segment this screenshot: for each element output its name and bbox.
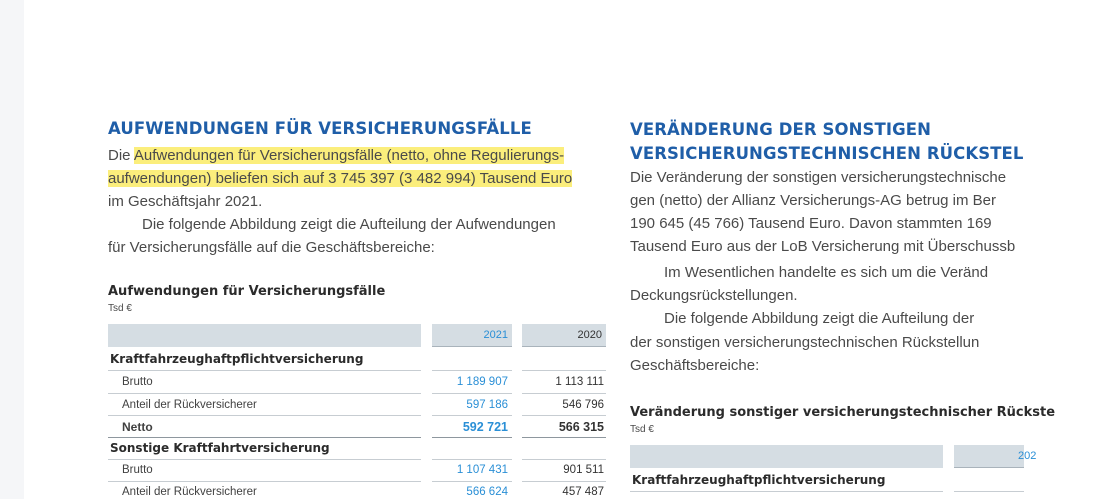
row-value-2021: 1 189 907 [456, 376, 508, 388]
table-title: Aufwendungen für Versicherungsfälle [108, 284, 386, 299]
highlighted-text: Aufwendungen für Versicherungsfälle (netto, ohne Regulierungs- [133, 147, 565, 164]
claims-paragraph2-line-2: für Versicherungsfälle auf die Geschäftsbereiche: [108, 239, 435, 256]
row-value-2020: 546 796 [562, 399, 604, 411]
section-heading-reserves-line-2: VERSICHERUNGSTECHNISCHEN RÜCKSTEL [630, 144, 1024, 163]
reserves-paragraph2-line-1 [630, 261, 988, 284]
row-label: Brutto [122, 376, 153, 388]
table-row [110, 437, 606, 459]
claims-paragraph-line-1 [108, 144, 564, 167]
reserves-paragraph-line-4: Tausend Euro aus der LoB Versicherung mit Überschussb [630, 238, 1016, 255]
reserves-paragraph-line-3: 190 645 (45 766) Tausend Euro. Davon stammten 169 [630, 215, 992, 232]
reserves-paragraph2-line-2: Deckungsrückstellungen. [630, 287, 798, 304]
table-row [122, 459, 606, 481]
table-header-label-cell [108, 324, 421, 347]
row-value-2020: 901 511 [563, 464, 604, 476]
section-heading-reserves-line-1: VERÄNDERUNG DER SONSTIGEN [630, 120, 932, 139]
row-label: Sonstige Kraftfahrtversicherung [110, 441, 330, 455]
row-value-2021: 566 624 [466, 486, 508, 498]
table-header-year-2020: 2020 [577, 329, 602, 341]
row-label: Anteil der Rückversicherer [122, 399, 257, 411]
row-value-2021: 1 107 431 [456, 464, 508, 476]
highlighted-text: aufwendungen) beliefen sich auf 3 745 397 (3 482 994) Tausend Euro [108, 170, 573, 187]
text-span: Die [108, 147, 134, 164]
reserves-paragraph-line-1: Die Veränderung der sonstigen versicherungstechnische [630, 169, 1007, 186]
claims-paragraph2-line-1 [108, 213, 556, 236]
table-header-year-2021: 2021 [483, 329, 508, 341]
row-value-2020: 1 113 111 [555, 376, 604, 388]
page-gutter [0, 0, 24, 499]
reserves-paragraph3-line-2: der sonstigen versicherungstechnischen Rückstellun [630, 334, 980, 351]
row-value-2020: 457 487 [562, 486, 604, 498]
row-value-2021: 597 186 [466, 399, 508, 411]
table-row [122, 371, 606, 393]
table-row [122, 394, 606, 416]
text-span: Die folgende Abbildung zeigt die Aufteilung der Aufwendungen [142, 216, 556, 233]
text-span: Die folgende Abbildung zeigt die Aufteilung der [664, 310, 975, 327]
row-label: Anteil der Rückversicherer [122, 486, 257, 498]
table-unit: Tsd € [108, 303, 132, 314]
table-row [632, 469, 1022, 491]
reserves-paragraph3-line-1 [630, 307, 974, 330]
reserves-paragraph-line-2: gen (netto) der Allianz Versicherungs-AG betrug im Ber [630, 192, 997, 209]
table-row [122, 481, 606, 503]
claims-paragraph-line-2 [108, 167, 572, 190]
table-unit: Tsd € [630, 424, 654, 435]
table-header-label-cell [630, 445, 943, 468]
row-label: Netto [122, 420, 153, 434]
table-header-year-current: 202 [1018, 450, 1037, 462]
row-divider [630, 491, 943, 492]
section-heading-claims: AUFWENDUNGEN FÜR VERSICHERUNGSFÄLLE [108, 119, 532, 138]
row-value-2020: 566 315 [558, 420, 604, 434]
table-row [110, 348, 606, 370]
table-row [122, 416, 606, 438]
claims-paragraph-line-3: im Geschäftsjahr 2021. [108, 193, 263, 210]
text-span: Im Wesentlichen handelte es sich um die Veränd [664, 264, 989, 281]
row-value-2021: 592 721 [462, 420, 508, 434]
row-label: Kraftfahrzeughaftpflichtversicherung [632, 473, 886, 487]
reserves-paragraph3-line-3: Geschäftsbereiche: [630, 357, 760, 374]
table-title: Veränderung sonstiger versicherungstechnischer Rückste [630, 405, 1056, 420]
row-label: Brutto [122, 464, 153, 476]
row-label: Kraftfahrzeughaftpflichtversicherung [110, 352, 364, 366]
row-divider [954, 491, 1024, 492]
